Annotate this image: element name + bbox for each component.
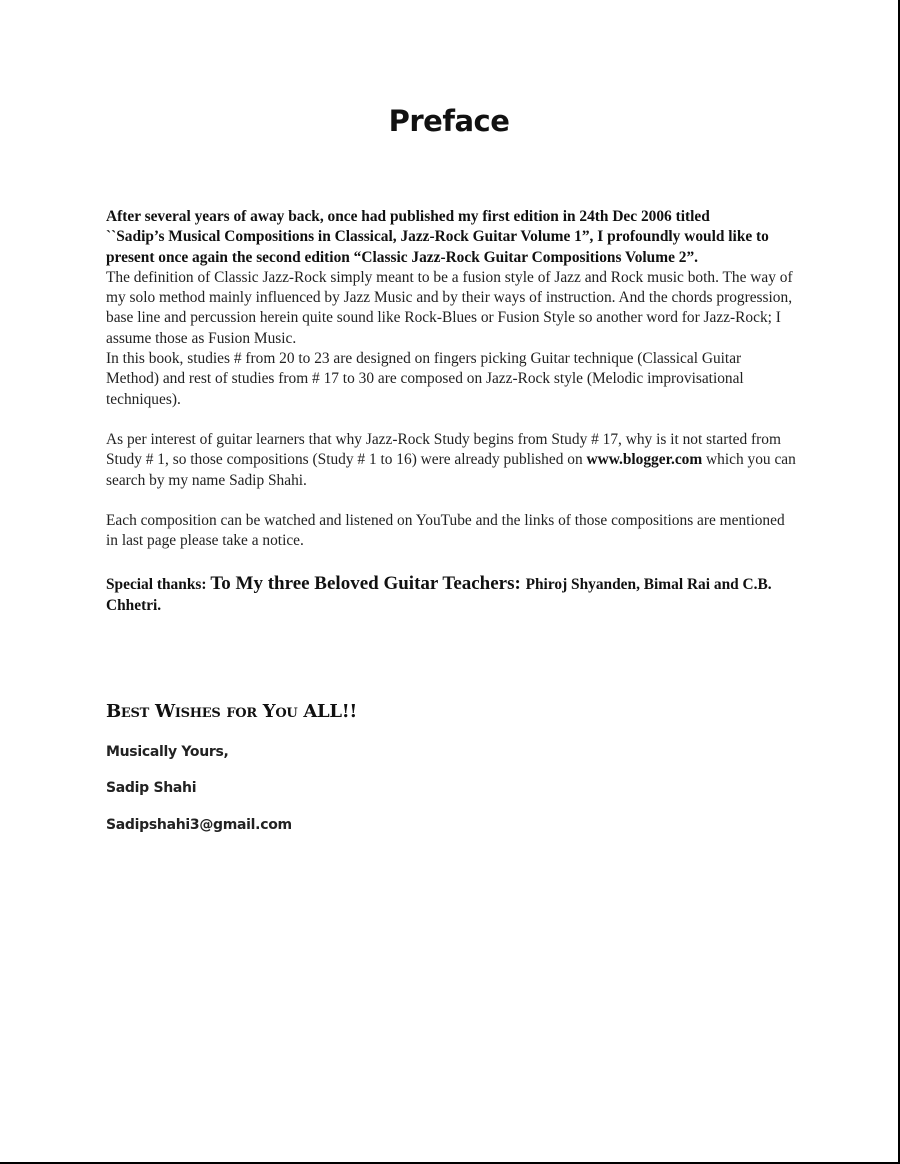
intro-line-2: ``Sadip’s Musical Compositions in Classical, Jazz-Rock Guitar Volume 1”, I profoundly would like to present once again the second edition “Classic Jazz-Rock Guitar Compositions Volume 2”. [106, 228, 769, 266]
signature-email: Sadipshahi3@gmail.com [106, 817, 292, 833]
signature-closing: Musically Yours, [106, 744, 229, 760]
interest-text-before: As per interest of guitar learners that why Jazz-Rock Study begins from Study # 17, why is it not started from Study # 1, so those compositions (Study # 1 to 16) were already published on [106, 430, 781, 469]
preface-body [106, 207, 796, 616]
signature-name: Sadip Shahi [106, 780, 197, 796]
interest-text-after: which you can search by my name Sadip Shahi. [106, 451, 796, 489]
best-wishes-heading: Best Wishes for You ALL!! [106, 701, 357, 722]
definition-paragraph: The definition of Classic Jazz-Rock simply meant to be a fusion style of Jazz and Rock music both. The way of my solo method mainly influenced by Jazz Music and by their ways of instruction. And the chords progression, base line and percussion herein quite sound like Rock-Blues or Fusion Style so another word for Jazz-Rock; I assume those as Fusion Music. [106, 268, 793, 347]
interest-paragraph [106, 430, 796, 491]
intro-line-1: After several years of away back, once had published my first edition in 24th Dec 2006 titled [106, 208, 710, 225]
special-thanks-highlight: To My three Beloved Guitar Teachers: [210, 573, 526, 595]
special-thanks-names: Phiroj Shyanden, Bimal Rai and C.B. Chhetri. [106, 576, 772, 615]
special-thanks-label: Special thanks: [106, 576, 211, 594]
blogger-link[interactable]: www.blogger.com [586, 451, 703, 469]
youtube-paragraph: Each composition can be watched and listened on YouTube and the links of those compositions are mentioned in last page please take a notice. [106, 511, 785, 550]
page-title: Preface [388, 104, 510, 138]
studies-paragraph: In this book, studies # from 20 to 23 are designed on fingers picking Guitar technique (Classical Guitar Method) and rest of studies from # 17 to 30 are composed on Jazz-Rock style (Melodic improvisational techniques). [106, 350, 744, 408]
special-thanks [106, 573, 796, 616]
